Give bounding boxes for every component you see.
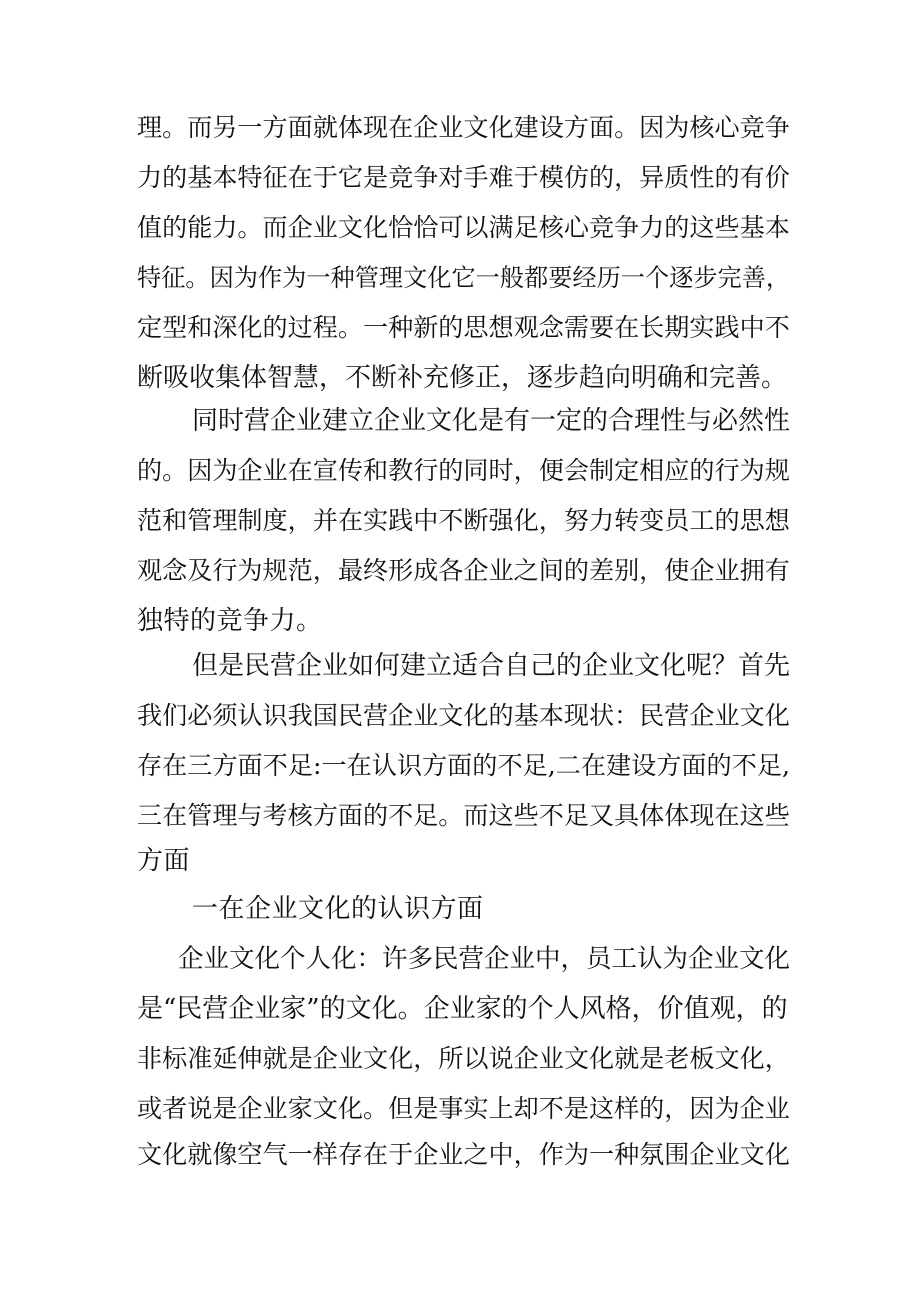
section-heading: 一在企业文化的认识方面: [192, 894, 484, 924]
text-line: 观念及行为规范，最终形成各企业之间的差别，使企业拥有: [137, 556, 790, 585]
text-line: 断吸收集体智慧，不断补充修正，逐步趋向明确和完善。: [137, 363, 788, 393]
text-line: 力的基本特征在于它是竞争对手难于模仿的，异质性的有价: [137, 163, 790, 192]
paragraph-first-line: 企业文化个人化：许多民营企业中，员工认为企业文化: [178, 944, 791, 974]
paragraph-first-line: 但是民营企业如何建立适合自己的企业文化呢？首先: [192, 651, 791, 681]
text-line: 值的能力。而企业文化恰恰可以满足核心竞争力的这些基本: [137, 213, 790, 242]
text-line: 范和管理制度，并在实践中不断强化，努力转变员工的思想: [137, 506, 790, 535]
text-line: 的。因为企业在宣传和教行的同时，便会制定相应的行为规: [137, 456, 790, 485]
text-line: 文化就像空气一样存在于企业之中，作为一种氛围企业文化: [137, 1140, 790, 1169]
text-line: 方面: [137, 846, 191, 876]
text-line: 是“民营企业家”的文化。企业家的个人风格，价值观，的: [137, 994, 788, 1024]
text-line: 三在管理与考核方面的不足。而这些不足又具体体现在这些: [137, 801, 790, 830]
text-line: 存在三方面不足:一在认识方面的不足,二在建设方面的不足,: [137, 751, 790, 780]
text-line: 或者说是企业家文化。但是事实上却不是这样的，因为企业: [137, 1094, 790, 1123]
text-line: 我们必须认识我国民营企业文化的基本现状：民营企业文化: [137, 701, 790, 730]
text-line: 非标准延伸就是企业文化，所以说企业文化就是老板文化，: [137, 1044, 790, 1073]
text-line: 理。而另一方面就体现在企业文化建设方面。因为核心竞争: [137, 113, 790, 142]
paragraph-first-line: 同时营企业建立企业文化是有一定的合理性与必然性: [192, 406, 791, 436]
text-line: 独特的竞争力。: [137, 606, 323, 636]
text-line: 特征。因为作为一种管理文化它一般都要经历一个逐步完善，: [137, 264, 791, 292]
text-line: 定型和深化的过程。一种新的思想观念需要在长期实践中不: [137, 313, 790, 342]
